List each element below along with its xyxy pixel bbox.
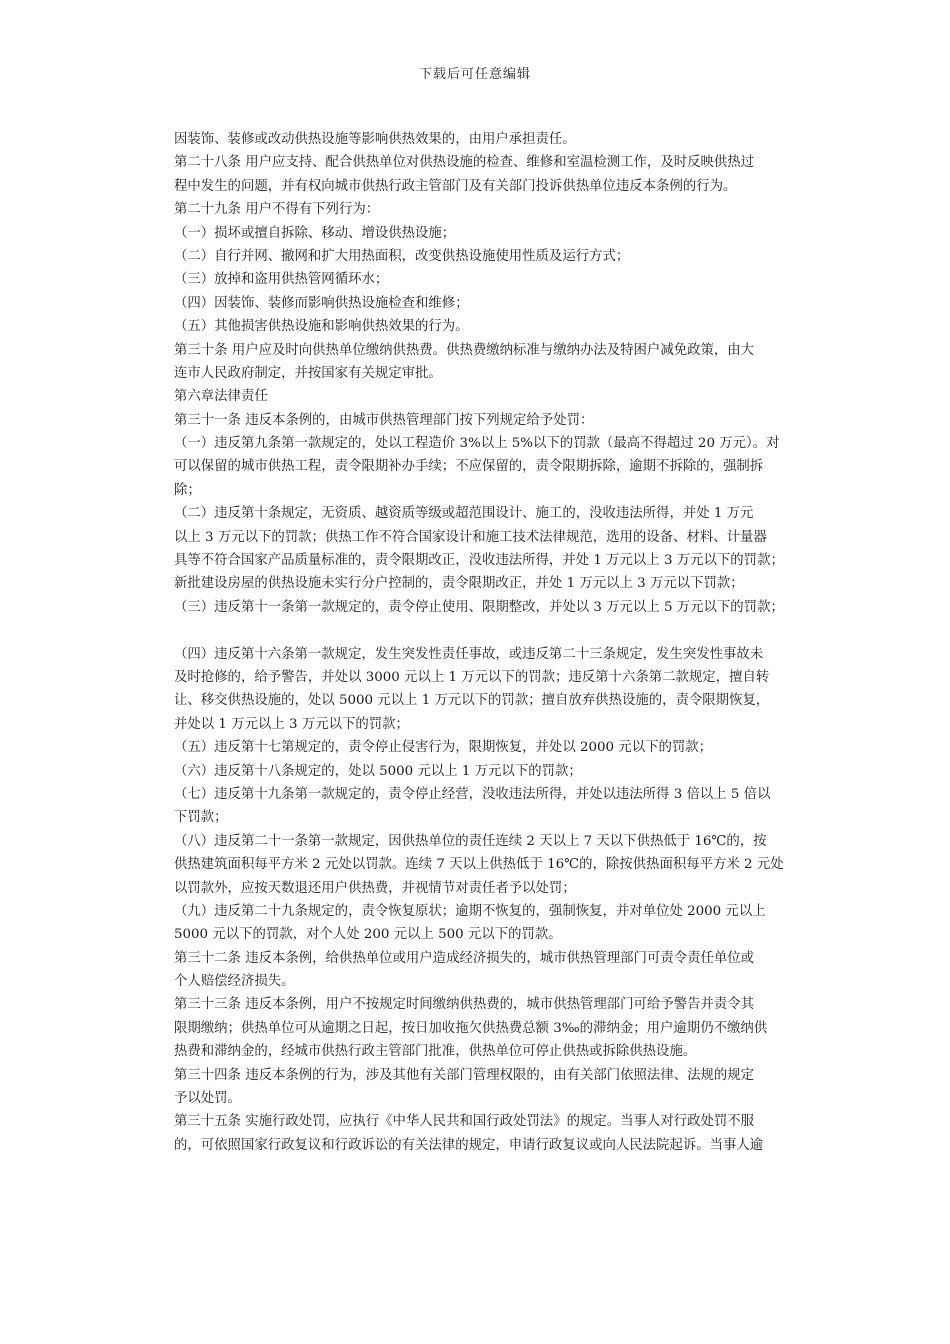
blank-line xyxy=(174,619,824,642)
text-line: 热费和滞纳金的，经城市供热行政主管部门批准，供热单位可停止供热或拆除供热设施。 xyxy=(174,1044,697,1060)
text-line: 第三十条 用户应及时向供热单位缴纳供热费。供热费缴纳标准与缴纳办法及特困户减免政策，由大 xyxy=(174,342,755,358)
text-line: 下罚款； xyxy=(174,810,228,826)
text-line: （四）违反第十六条第一款规定，发生突发性责任事故，或违反第二十三条规定，发生突发性事故未 xyxy=(174,646,764,662)
text-line: （五）其他损害供热设施和影响供热效果的行为。 xyxy=(174,319,469,335)
text-line: 连市人民政府制定，并按国家有关规定审批。 xyxy=(174,365,442,381)
text-line: 第三十三条 违反本条例，用户不按规定时间缴纳供热费的，城市供热管理部门可给予警告并责令其 xyxy=(174,997,755,1013)
text-line: 并处以 1 万元以上 3 万元以下的罚款； xyxy=(174,716,409,732)
text-line: （三）违反第十一条第一款规定的，责令停止使用、限期整改，并处以 3 万元以上 5 万元以下的罚款； xyxy=(174,599,784,615)
text-line: （二）违反第十条规定，无资质、越资质等级或超范围设计、施工的，没收违法所得，并处 1 万元 xyxy=(174,506,754,522)
text-line: 第三十四条 违反本条例的行为，涉及其他有关部门管理权限的，由有关部门依照法律、法规的规定 xyxy=(174,1067,755,1083)
page-header: 下载后可任意编辑 xyxy=(418,67,531,82)
text-line: （二）自行并网、撤网和扩大用热面积，改变供热设施使用性质及运行方式； xyxy=(174,248,630,264)
text-line: 个人赔偿经济损失。 xyxy=(174,974,295,990)
text-line: 5000 元以下的罚款，对个人处 200 元以上 500 元以下的罚款。 xyxy=(174,927,562,943)
text-line: 第三十一条 违反本条例的，由城市供热管理部门按下列规定给予处罚： xyxy=(174,412,594,428)
text-line: 第三十五条 实施行政处罚，应执行《中华人民共和国行政处罚法》的规定。当事人对行政处罚不服 xyxy=(174,1114,755,1130)
text-line: 因装饰、装修或改动供热设施等影响供热效果的，由用户承担责任。 xyxy=(174,132,576,147)
text-line: （一）损坏或擅自拆除、移动、增设供热设施； xyxy=(174,225,456,241)
text-line: （一）违反第九条第一款规定的，处以工程造价 3%以上 5%以下的罚款（最高不得超过 20 万元）。对 xyxy=(174,436,780,452)
text-line: 具等不符合国家产品质量标准的，责令限期改正，没收违法所得，并处 1 万元以上 3 万元以下的罚款； xyxy=(174,553,784,569)
text-line: （五）违反第十七第规定的，责令停止侵害行为，限期恢复，并处以 2000 元以下的罚款； xyxy=(174,740,713,756)
text-line: 及时抢修的，给予警告，并处以 3000 元以上 1 万元以下的罚款；违反第十六条第二款规定，擅自转 xyxy=(174,669,770,685)
text-line: 限期缴纳；供热单位可从逾期之日起，按日加收拖欠供热费总额 3‰的滞纳金；用户逾期仍不缴纳供 xyxy=(174,1020,768,1036)
text-line: （三）放掉和盗用供热管网循环水； xyxy=(174,272,389,288)
text-line: （九）违反第二十九条规定的，责令恢复原状；逾期不恢复的，强制恢复，并对单位处 2000 元以上 xyxy=(174,903,766,919)
text-line: 予以处罚。 xyxy=(174,1091,241,1107)
text-line: （七）违反第十九条第一款规定的，责令停止经营，没收违法所得，并处以违法所得 3 倍以上 5 倍以 xyxy=(174,786,771,802)
text-line: 第六章法律责任 xyxy=(174,389,268,405)
text-line: 让、移交供热设施的，处以 5000 元以上 1 万元以下的罚款；擅自放弃供热设施的，责令限期恢复， xyxy=(174,693,770,709)
text-line: 新批建设房屋的供热设施未实行分户控制的，责令限期改正，并处 1 万元以上 3 万元以下罚款； xyxy=(174,576,744,592)
text-line: 供热建筑面积每平方米 2 元处以罚款。连续 7 天以上供热低于 16℃的，除按供热面积每平方米 2 元处 xyxy=(174,857,784,873)
text-line: 除； xyxy=(174,482,201,498)
text-line: 程中发生的问题，并有权向城市供热行政主管部门及有关部门投诉供热单位违反本条例的行为。 xyxy=(174,178,737,194)
text-line: 第二十八条 用户应支持、配合供热单位对供热设施的检查、维修和室温检测工作，及时反映供热过 xyxy=(174,155,755,171)
text-line: 可以保留的城市供热工程，责令限期补办手续；不应保留的，责令限期拆除，逾期不拆除的，强制拆 xyxy=(174,459,764,475)
text-line: （六）违反第十八条规定的，处以 5000 元以上 1 万元以下的罚款； xyxy=(174,763,582,779)
text-line: 以上 3 万元以下的罚款；供热工作不符合国家设计和施工技术法律规范，选用的设备、材料、计量器 xyxy=(174,529,767,545)
text-line: 以罚款外，应按天数退还用户供热费，并视情节对责任者予以处罚； xyxy=(174,880,576,896)
text-line: （四）因装饰、装修而影响供热设施检查和维修； xyxy=(174,295,469,311)
document-body xyxy=(174,128,824,1157)
text-line: 的，可依照国家行政复议和行政诉讼的有关法律的规定，申请行政复议或向人民法院起诉。当事人逾 xyxy=(174,1137,764,1153)
text-line: （八）违反第二十一条第一款规定，因供热单位的责任连续 2 天以上 7 天以下供热低于 16℃的，按 xyxy=(174,833,767,849)
text-line: 第三十二条 违反本条例，给供热单位或用户造成经济损失的，城市供热管理部门可责令责任单位或 xyxy=(174,950,755,966)
text-line: 第二十九条 用户不得有下列行为： xyxy=(174,202,380,218)
